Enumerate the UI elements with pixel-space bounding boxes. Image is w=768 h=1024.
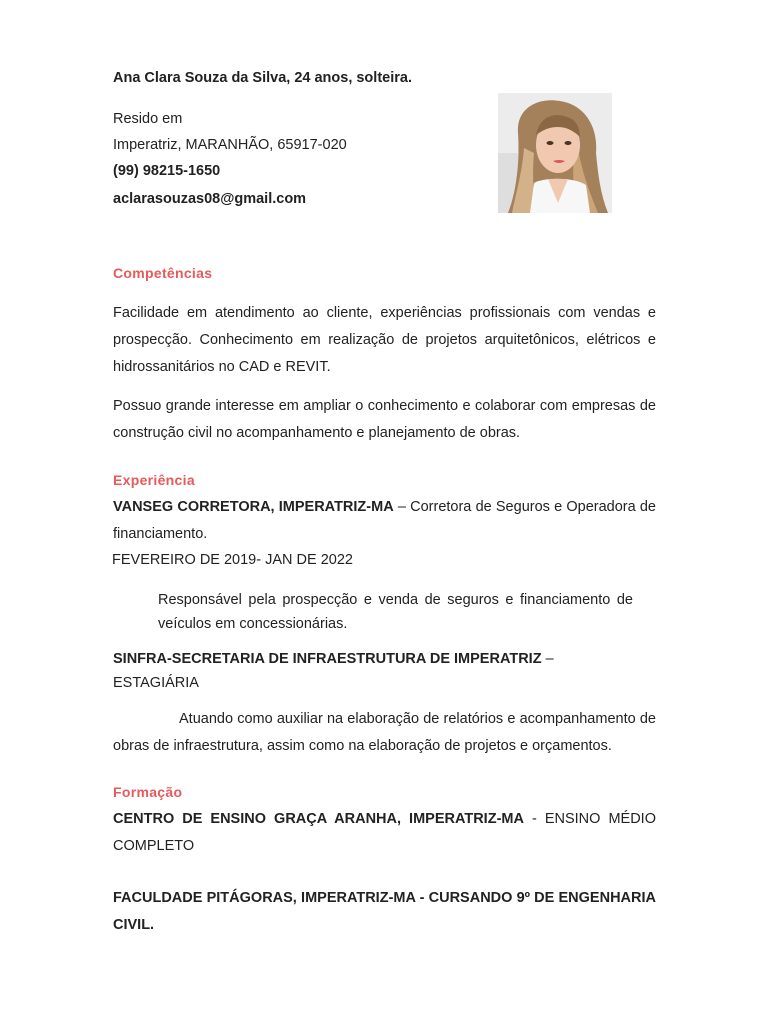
job-2-role: ESTAGIÁRIA [113,675,199,691]
school-1-name: CENTRO DE ENSINO GRAÇA ARANHA, IMPERATRIZ-MA [113,811,524,827]
section-title-formacao: Formação [113,784,183,800]
school-1 [113,806,656,860]
section-title-competencias: Competências [113,265,213,281]
section-title-experiencia: Experiência [113,472,195,488]
job-2-header [113,651,554,667]
email: aclarasouzas08@gmail.com [113,191,307,207]
phone: (99) 98215-1650 [113,163,221,179]
job-2-dash: – [541,651,554,667]
job-1-details: Responsável pela prospecção e venda de seguros e financiamento de veículos em concessionárias. [158,592,633,632]
job-2-company: SINFRA-SECRETARIA DE INFRAESTRUTURA DE IMPERATRIZ [113,651,542,667]
competencias-paragraph-2: Possuo grande interesse em ampliar o conhecimento e colaborar com empresas de construção civil no acompanhamento e planejamento de obras. [113,398,656,441]
job-2-details: Atuando como auxiliar na elaboração de relatórios e acompanhamento de obras de infraestrutura, assim como na elaboração de projetos e orçamentos. [113,711,656,754]
address: Imperatriz, MARANHÃO, 65917-020 [113,137,347,153]
competencias-paragraph-1: Facilidade em atendimento ao cliente, experiências profissionais com vendas e prospecção. Conhecimento em realização de projetos arquitetônicos, elétricos e hidrossanitários no CAD e REVIT. [113,305,656,375]
job-1-company: VANSEG CORRETORA, IMPERATRIZ-MA [113,499,394,515]
school-2: FACULDADE PITÁGORAS, IMPERATRIZ-MA - CURSANDO 9º DE ENGENHARIA CIVIL. [113,890,656,933]
job-1-header [113,494,656,548]
school-1-description: - ENSINO MÉDIO COMPLETO [113,811,656,854]
residence-label: Resido em [113,111,183,127]
job-1-description: – Corretora de Seguros e Operadora de financiamento. [113,499,656,542]
name-line: Ana Clara Souza da Silva, 24 anos, solteira. [113,70,412,86]
portrait-icon [498,93,612,213]
job-1-period: FEVEREIRO DE 2019- JAN DE 2022 [112,552,353,568]
profile-photo [498,93,612,213]
